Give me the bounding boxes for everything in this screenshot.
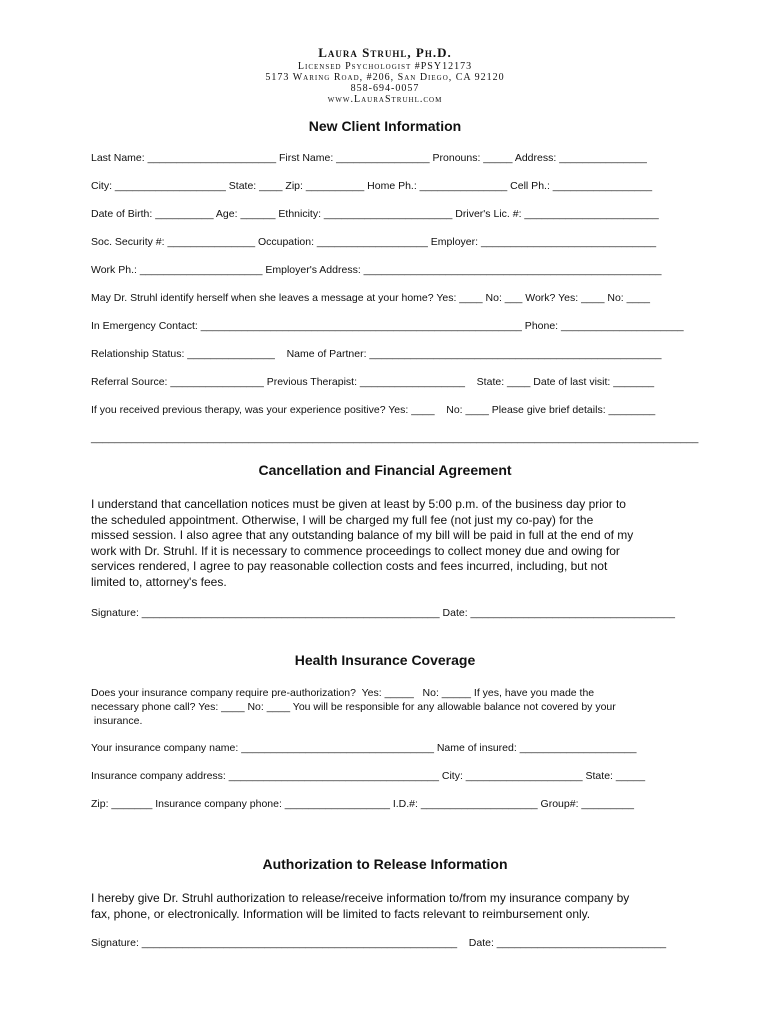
form-row[interactable]: Zip: _______ Insurance company phone: __________________ I.D.#: ____________________ Group#: _________ bbox=[91, 798, 634, 810]
form-row[interactable]: Referral Source: ________________ Previous Therapist: __________________ State: ____ Date of last visit: _______ bbox=[91, 376, 655, 388]
client-info-title: New Client Information bbox=[308, 118, 462, 134]
paragraph-line: I understand that cancellation notices must be given at least by 5:00 p.m. of the business day prior to bbox=[91, 497, 626, 511]
form-row[interactable]: City: ___________________ State: ____ Zip: __________ Home Ph.: _______________ Cell Ph.: _________________ bbox=[91, 180, 653, 192]
paragraph-line: insurance. bbox=[91, 715, 143, 727]
header-website: www.LauraStruhl.com bbox=[327, 94, 443, 105]
cancellation-signature-line[interactable]: Signature: ___________________________________________________ Date: ___________________________________ bbox=[91, 607, 675, 619]
paragraph-line: Does your insurance company require pre-authorization? Yes: _____ No: _____ If yes, have you made the bbox=[91, 687, 595, 699]
form-row[interactable]: Date of Birth: __________ Age: ______ Ethnicity: ______________________ Driver's Lic. #: _______________________ bbox=[91, 208, 659, 220]
header-phone: 858-694-0057 bbox=[350, 83, 420, 94]
authorization-signature-line[interactable]: Signature: ______________________________________________________ Date: _____________________________ bbox=[91, 937, 667, 949]
insurance-question bbox=[91, 686, 681, 728]
insurance-title: Health Insurance Coverage bbox=[294, 652, 476, 668]
form-row[interactable]: In Emergency Contact: _______________________________________________________ Phone: _____________________ bbox=[91, 320, 684, 332]
authorization-paragraph bbox=[91, 891, 681, 922]
form-row[interactable]: Soc. Security #: _______________ Occupation: ___________________ Employer: ______________________________ bbox=[91, 236, 657, 248]
header-address: 5173 Waring Road, #206, San Diego, CA 92120 bbox=[265, 72, 505, 83]
authorization-title: Authorization to Release Information bbox=[262, 856, 508, 872]
paragraph-line: I hereby give Dr. Struhl authorization to release/receive information to/from my insurance company by bbox=[91, 891, 630, 905]
paragraph-line: limited to, attorney's fees. bbox=[91, 574, 227, 589]
paragraph-line: services rendered, I agree to pay reasonable collection costs and fees incurred, including, but not bbox=[91, 559, 608, 573]
form-row[interactable]: May Dr. Struhl identify herself when she leaves a message at your home? Yes: ____ No: ___ Work? Yes: ____ No: ____ bbox=[91, 292, 650, 304]
blank-line[interactable]: ________________________________________________________________________________________________________ bbox=[91, 432, 699, 444]
paragraph-line: missed session. I also agree that any outstanding balance of my bill will be paid in full at the end of my bbox=[91, 528, 634, 542]
cancellation-title: Cancellation and Financial Agreement bbox=[258, 462, 512, 478]
form-row[interactable]: Insurance company address: ____________________________________ City: ____________________ State: _____ bbox=[91, 770, 646, 782]
paragraph-line: fax, phone, or electronically. Information will be limited to facts relevant to reimbursement only. bbox=[91, 906, 591, 921]
form-row[interactable]: Work Ph.: _____________________ Employer's Address: ___________________________________________________ bbox=[91, 264, 662, 276]
paragraph-line: the scheduled appointment. Otherwise, I will be charged my full fee (not just my co-pay) for the bbox=[91, 512, 594, 527]
form-row[interactable]: If you received previous therapy, was your experience positive? Yes: ____ No: ____ Please give brief details: ________ bbox=[91, 404, 656, 416]
form-row[interactable]: Last Name: ______________________ First Name: ________________ Pronouns: _____ Address: _______________ bbox=[91, 152, 647, 164]
form-row[interactable]: Your insurance company name: _________________________________ Name of insured: ____________________ bbox=[91, 742, 637, 754]
paragraph-line: necessary phone call? Yes: ____ No: ____ You will be responsible for any allowable balance not covered by your bbox=[91, 701, 616, 713]
cancellation-paragraph bbox=[91, 497, 681, 590]
form-row[interactable]: Relationship Status: _______________ Name of Partner: __________________________________________________ bbox=[91, 348, 662, 360]
header-name: Laura Struhl, Ph.D. bbox=[318, 45, 452, 60]
header-license: Licensed Psychologist #PSY12173 bbox=[297, 61, 473, 72]
paragraph-line: work with Dr. Struhl. If it is necessary to commence proceedings to collect money due and owing for bbox=[91, 543, 620, 558]
